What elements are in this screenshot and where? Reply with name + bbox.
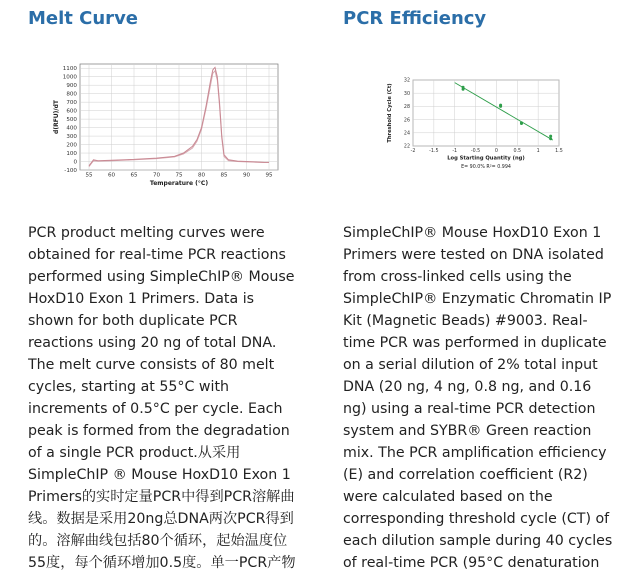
y-tick-label: 22 (403, 144, 410, 150)
y-tick-label: 28 (403, 105, 410, 111)
y-tick-label: 100 (66, 151, 77, 157)
y-axis-label: Threshold Cycle (Ct) (387, 83, 393, 143)
y-tick-label: 1100 (62, 66, 77, 73)
y-tick-label: 600 (66, 108, 77, 115)
y-tick-label: 300 (66, 134, 77, 141)
x-tick-label: 90 (242, 172, 251, 179)
y-tick-label: 32 (403, 78, 410, 84)
x-tick-label: -1 (452, 148, 458, 154)
x-tick-label: 70 (152, 172, 161, 179)
x-tick-label: 1.5 (555, 148, 563, 154)
pcr-efficiency-chart (383, 72, 573, 182)
melt-curve-chart (52, 58, 284, 198)
pcr-efficiency-section (343, 0, 635, 577)
y-tick-label: 0 (73, 159, 77, 166)
x-tick-label: 1 (536, 148, 540, 154)
x-tick-label: 0.5 (513, 148, 522, 154)
data-point (520, 122, 523, 125)
y-tick-label: 200 (66, 142, 77, 149)
y-tick-label: 800 (66, 91, 77, 98)
data-point (549, 137, 552, 140)
y-tick-label: 1000 (62, 74, 77, 81)
x-tick-label: -0.5 (470, 148, 481, 154)
y-tick-label: 900 (66, 83, 77, 90)
y-tick-label: -100 (64, 167, 77, 174)
x-axis-label: Log Starting Quantity (ng) (447, 155, 525, 162)
x-tick-label: -2 (410, 148, 416, 154)
y-tick-label: 400 (66, 125, 77, 132)
y-tick-label: 24 (403, 131, 410, 137)
x-tick-label: 55 (85, 172, 93, 179)
data-point (549, 135, 552, 138)
data-point (499, 104, 502, 107)
efficiency-annotation: E= 90.0% R²= 0.994 (461, 165, 511, 170)
melt-curve-title: Melt Curve (28, 8, 139, 29)
y-tick-label: 30 (403, 91, 410, 97)
y-tick-label: 26 (403, 118, 410, 124)
plot-area (413, 80, 559, 146)
x-axis-label: Temperature (°C) (149, 180, 209, 188)
x-tick-label: 85 (220, 172, 228, 179)
x-tick-label: 65 (130, 172, 138, 179)
x-tick-label: 75 (175, 172, 183, 179)
x-tick-label: 0 (494, 148, 498, 154)
y-tick-label: 500 (66, 117, 77, 124)
x-tick-label: 95 (265, 172, 273, 179)
melt-curve-section (28, 0, 320, 577)
melt-curve-description: PCR product melting curves were obtained for real-time PCR reactions performed using SimpleChIP® Mouse HoxD10 Exon 1 Primers. Data is shown for both duplicate PCR reactions using 20 ng of total DNA. The melt curve consists of 80 melt cycles, starting at 55°C with increments of 0.5°C per cycle. Each peak is formed from the degradation of a single PCR product.从采用 SimpleChIP ® Mouse HoxD10 Exon 1 Primers的实时定量PCR中得到PCR溶解曲 线。数据是采用20ng总DNA两次PCR得到 的。溶解曲线包括80个循环，起始温度位 55度，每个循环增加0.5度。单一PCR产物 (28, 225, 296, 571)
pcr-efficiency-title: PCR Efficiency (343, 8, 487, 29)
y-axis-label: d(RFU)/dT (53, 100, 60, 134)
pcr-efficiency-description: SimpleChIP® Mouse HoxD10 Exon 1 Primers were tested on DNA isolated from cross-linked cells using the SimpleChIP® Enzymatic Chromatin IP Kit (Magnetic Beads) #9003. Real- time PCR was performed in duplicate on a serial dilution of 2% total input DNA (20 ng, 4 ng, 0.8 ng, and 0.16 ng) using a real-time PCR detection system and SYBR® Green reaction mix. The PCR amplification efficiency (E) and correlation coefficient (R2) were calculated based on the corresponding threshold cycle (CT) of each dilution sample during 40 cycles of real-time PCR (95°C denaturation (343, 225, 613, 571)
x-tick-label: 60 (107, 172, 116, 179)
y-tick-label: 700 (66, 100, 77, 107)
data-point (462, 88, 465, 91)
x-tick-label: -1.5 (429, 148, 439, 154)
x-tick-label: 80 (197, 172, 206, 179)
